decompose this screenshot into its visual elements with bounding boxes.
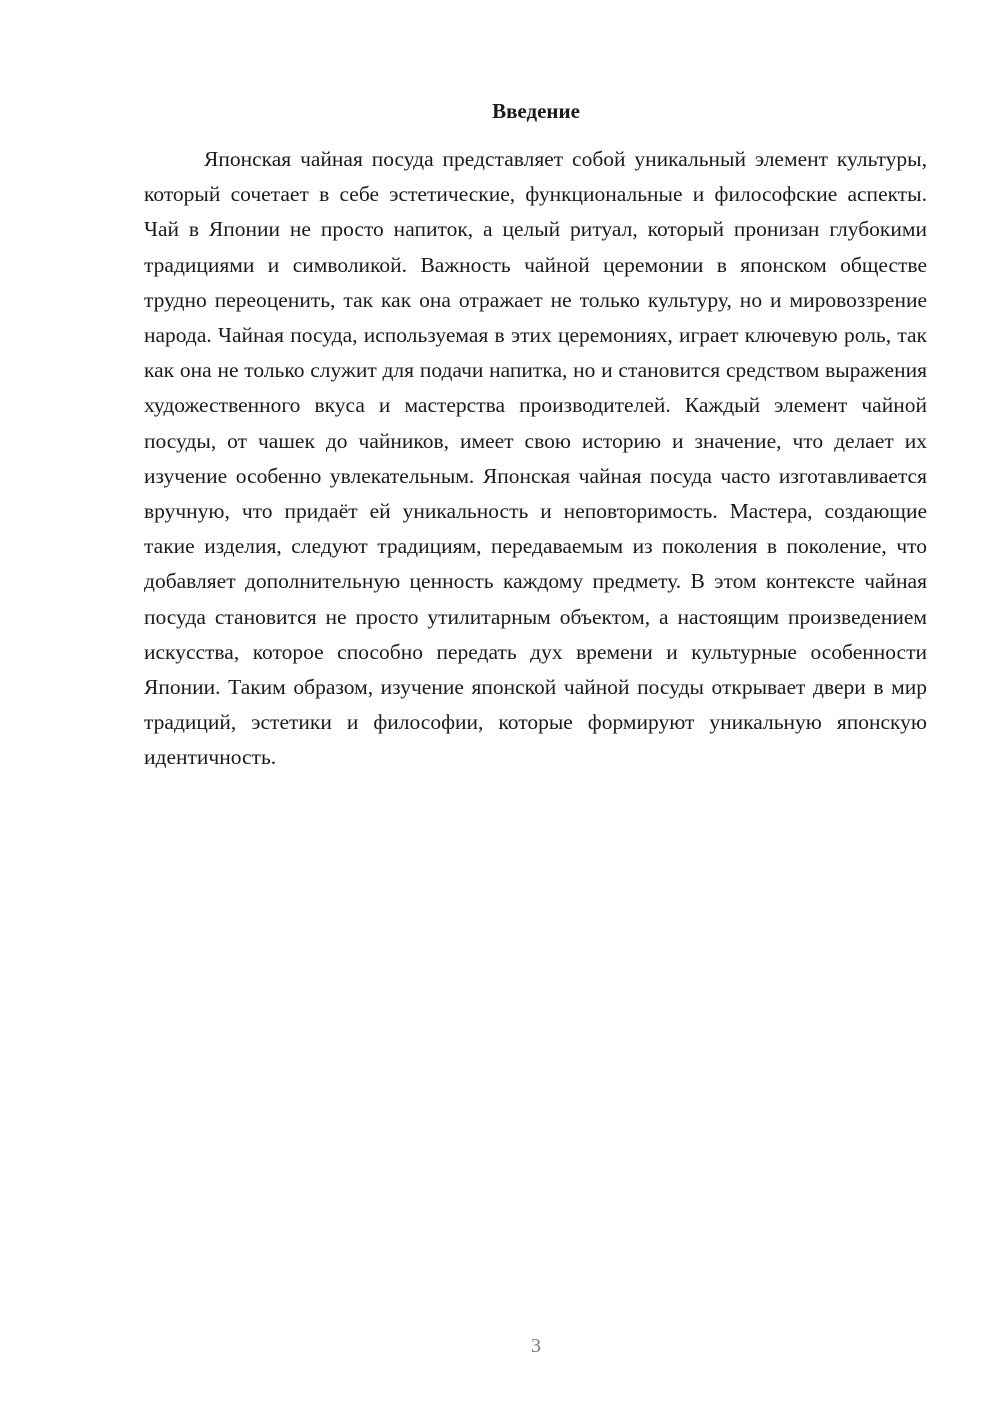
page-number: 3 (531, 1335, 541, 1357)
body-paragraph: Японская чайная посуда представляет собой уникальный элемент культуры, который сочетает в себе эстетические, функциональные и философские аспекты. Чай в Японии не просто напиток, а целый ритуал, который пронизан глубокими традициями и символикой. Важность чайной церемонии в японском обществе трудно переоценить, так как она отражает не только культуру, но и мировоззрение народа. Чайная посуда, используемая в этих церемониях, играет ключевую роль, так как она не только служит для подачи напитка, но и становится средством выражения художественного вкуса и мастерства производителей. Каждый элемент чайной посуды, от чашек до чайников, имеет свою историю и значение, что делает их изучение особенно увлекательным. Японская чайная посуда часто изготавливается вручную, что придаёт ей уникальность и неповторимость. Мастера, создающие такие изделия, следуют традициям, передаваемым из поколения в поколение, что добавляет дополнительную ценность каждому предмету. В этом контексте чайная посуда становится не просто утилитарным объектом, а настоящим произведением искусства, которое способно передать дух времени и культурные особенности Японии. Таким образом, изучение японской чайной посуды открывает двери в мир традиций, эстетики и философии, которые формируют уникальную японскую идентичность. (144, 147, 927, 770)
section-heading: Введение (492, 99, 580, 123)
